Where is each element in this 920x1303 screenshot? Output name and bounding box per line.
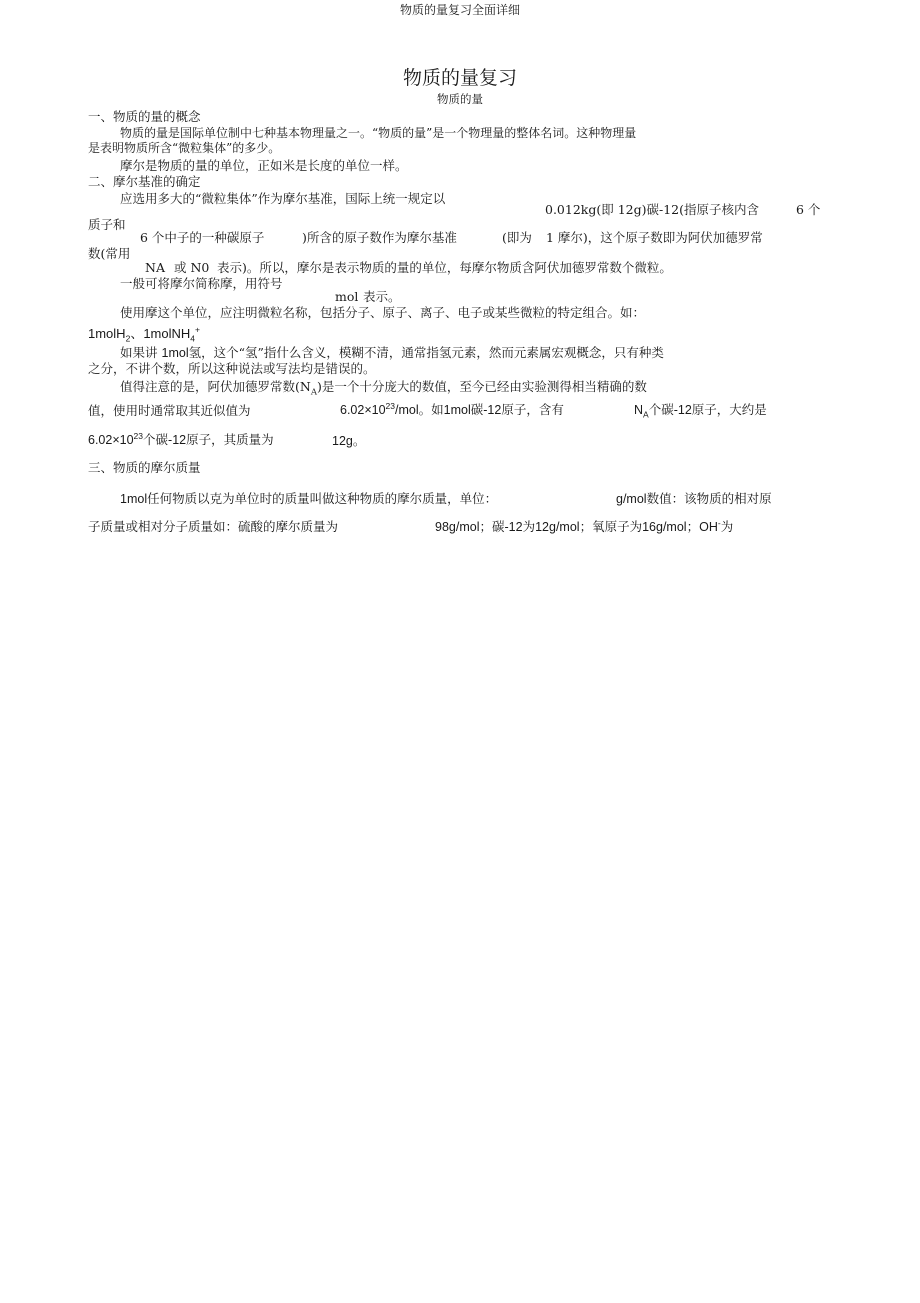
section-2-line-13c: [634, 403, 767, 418]
section-2-line-1: 应选用多大的“微粒集体”作为摩尔基准，国际上统一规定以: [120, 191, 446, 206]
text-run: 值得注意的是，阿伏加德罗常数(N: [120, 379, 311, 394]
section-3-line-2a: 子质量或相对分子质量如：硫酸的摩尔质量为: [88, 519, 339, 534]
section-2-line-8b: 表示。: [363, 289, 401, 304]
text-run: )是一个十分庞大的数值，至今已经由实验测得相当精确的数: [316, 379, 647, 394]
text-run: 。如: [418, 402, 444, 417]
section-2-line-12: [120, 379, 647, 398]
text-run: 0.012kg(即 12g)碳-12(指原子核内含: [545, 202, 760, 217]
text-run: 。: [352, 433, 366, 448]
section-2-line-6c: 表示)。所以，摩尔是表示物质的量的单位，每摩尔物质含阿伏加德罗常数个微粒。: [217, 260, 672, 275]
section-2-line-5: 数(常用: [88, 246, 131, 261]
section-2-line-9: 使用摩这个单位，应注明微粒名称，包括分子、原子、离子、电子或某些微粒的特定组合。如：: [120, 305, 646, 320]
section-2-line-4c: (即为: [502, 230, 532, 245]
section-3-heading: 三、物质的摩尔质量: [88, 460, 201, 475]
section-2-line-6b: 或 N0: [174, 260, 210, 275]
example-1: 1molH: [88, 326, 126, 341]
section-2-line-10: [120, 346, 664, 361]
section-1-para-1-line-1: 物质的量是国际单位制中七种基本物理量之一。“物质的量”是一个物理量的整体名词。这种物理量: [120, 126, 637, 140]
text-run: 原子，大约是: [691, 402, 767, 417]
text-run: 12g/mol: [535, 520, 580, 534]
text-run: 6.02×10: [340, 403, 386, 417]
section-3-line-1b: [616, 492, 772, 507]
text-run: /mol: [395, 403, 419, 417]
section-2-line-13a: 值，使用时通常取其近似值为: [88, 403, 251, 418]
example-2: 1molNH: [143, 326, 191, 341]
section-2-line-11: 之分，不讲个数，所以这种说法或写法均是错误的。: [88, 361, 376, 376]
page-header: 物质的量复习全面详细: [399, 3, 520, 17]
text-run: 1mol: [443, 403, 471, 417]
text-run: -12: [504, 520, 523, 534]
text-run: 为: [522, 519, 536, 534]
section-2-line-7: 一般可将摩尔简称摩，用符号: [120, 276, 283, 291]
examples-line: [88, 324, 200, 344]
text-run: ；碳: [479, 519, 505, 534]
text-run: OH: [699, 520, 718, 534]
text-run: 数值：该物质的相对原: [646, 491, 772, 506]
text-run: -12: [483, 403, 502, 417]
document-subtitle: 物质的量: [437, 92, 483, 106]
example-2-superscript: +: [195, 324, 200, 335]
section-3-line-2b: [435, 517, 734, 535]
superscript: 23: [385, 400, 396, 411]
section-2-line-2-end: 6 个: [796, 202, 821, 217]
text-run: 1mol: [120, 492, 148, 506]
subscript: A: [310, 387, 317, 398]
example-1-subscript: 2: [125, 333, 131, 344]
superscript: 23: [133, 430, 144, 441]
separator: 、: [130, 326, 144, 341]
text-run: 98g/mol: [435, 520, 480, 534]
text-run: 碳: [470, 402, 484, 417]
text-run: 原子，含有: [501, 402, 564, 417]
text-run: ；: [686, 519, 700, 534]
section-3-line-1a: [120, 492, 497, 507]
text-run: -12: [673, 403, 692, 417]
text-run: 任何物质以克为单位时的质量叫做这种物质的摩尔质量，单位：: [147, 491, 498, 506]
subscript: A: [643, 409, 649, 420]
text-run: 为: [720, 519, 734, 534]
text-run: 氢，这个“氢”指什么含义，模糊不清，通常指氢元素，然而元素属宏观概念，只有种类: [188, 345, 664, 360]
text-run: 1mol: [161, 346, 189, 360]
text-run: 个碳: [143, 432, 169, 447]
section-2-line-6a: NA: [145, 260, 165, 275]
text-run: g/mol: [616, 492, 647, 506]
section-2-line-3: 质子和: [88, 217, 126, 232]
section-2-heading: 二、摩尔基准的确定: [88, 174, 201, 189]
section-2-line-14b: [332, 434, 365, 449]
section-2-line-2: [545, 203, 759, 217]
section-2-line-13b: [340, 400, 564, 418]
text-run: 6.02×10: [88, 433, 134, 447]
text-run: 原子，其质量为: [186, 432, 274, 447]
section-1-para-2: 摩尔是物质的量的单位，正如米是长度的单位一样。: [120, 158, 408, 173]
section-2-line-4a: 6 个中子的一种碳原子: [140, 230, 265, 245]
text-run: 12g: [332, 434, 353, 448]
document-title: 物质的量复习: [402, 67, 517, 89]
text-run: ；氧原子为: [579, 519, 643, 534]
text-run: 个碳: [648, 402, 674, 417]
section-2-line-14a: [88, 430, 274, 448]
section-2-line-8a: mol: [335, 289, 359, 304]
text-run: 如果讲: [120, 345, 158, 360]
section-2-line-4b: )所含的原子数作为摩尔基准: [302, 230, 457, 245]
text-run: -12: [168, 433, 187, 447]
text-run: N: [634, 403, 644, 417]
section-1-para-1-line-2: 是表明物质所含“微粒集体”的多少。: [88, 141, 281, 155]
section-2-line-4d: 1 摩尔)，这个原子数即为阿伏加德罗常: [546, 230, 763, 245]
section-1-heading: 一、物质的量的概念: [88, 109, 201, 124]
example-2-subscript: 4: [190, 333, 196, 344]
text-run: 16g/mol: [642, 520, 687, 534]
superscript: -: [717, 517, 721, 528]
